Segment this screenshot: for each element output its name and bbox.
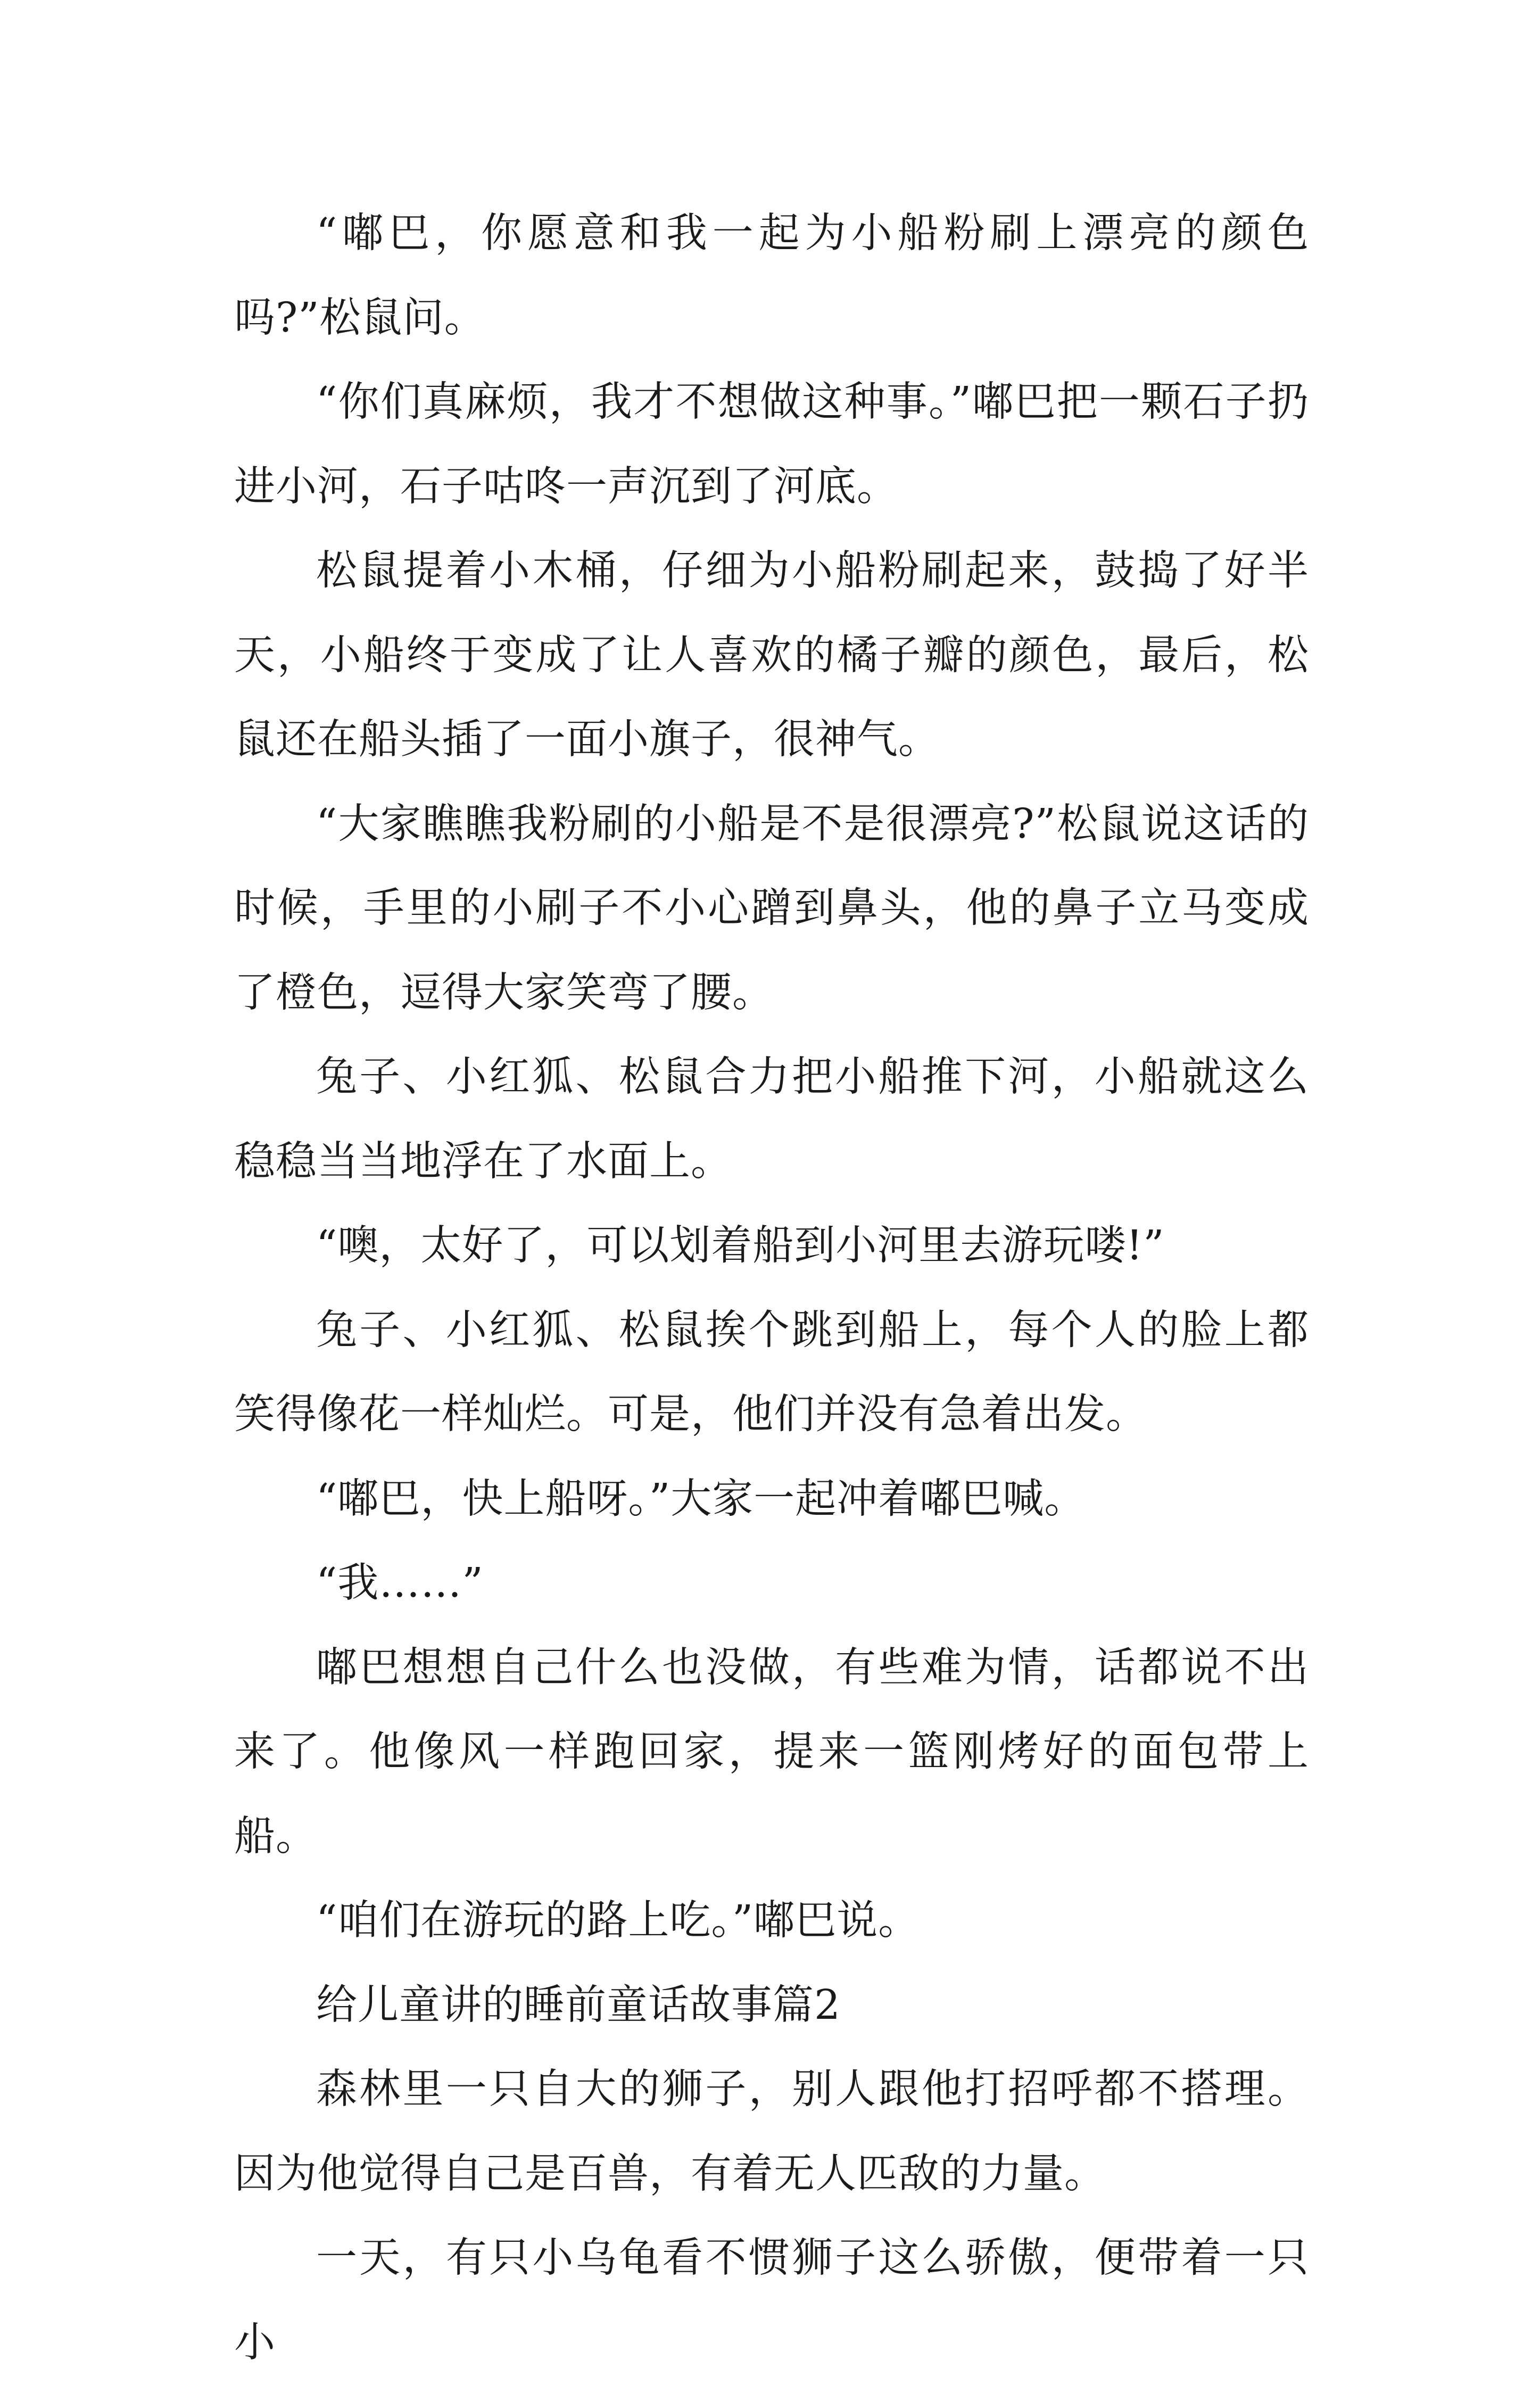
paragraph: “嘟巴，你愿意和我一起为小船粉刷上漂亮的颜色吗?”松鼠问。: [234, 210, 1309, 342]
paragraph: “噢，太好了，可以划着船到小河里去游玩喽!”: [316, 1222, 1165, 1269]
paragraph: 兔子、小红狐、松鼠挨个跳到船上，每个人的脸上都笑得像花一样灿烂。可是，他们并没有急着出发。: [234, 1306, 1309, 1438]
paragraph: “你们真麻烦，我才不想做这种事。”嘟巴把一颗石子扔进小河，石子咕咚一声沉到了河底。: [234, 378, 1309, 510]
paragraph: “我……”: [316, 1559, 484, 1607]
paragraph: 兔子、小红狐、松鼠合力把小船推下河，小船就这么稳稳当当地浮在了水面上。: [234, 1053, 1309, 1185]
document-body: [234, 192, 1309, 2385]
paragraph: 松鼠提着小木桶，仔细为小船粉刷起来，鼓捣了好半天，小船终于变成了让人喜欢的橘子瓣的颜色，最后，松鼠还在船头插了一面小旗子，很神气。: [234, 547, 1309, 763]
paragraph: 嘟巴想想自己什么也没做，有些难为情，话都说不出来了。他像风一样跑回家，提来一篮刚烤好的面包带上船。: [234, 1644, 1309, 1860]
paragraph: 森林里一只自大的狮子，别人跟他打招呼都不搭理。因为他觉得自己是百兽，有着无人匹敌的力量。: [234, 2066, 1309, 2198]
paragraph: “嘟巴，快上船呀。”大家一起冲着嘟巴喊。: [316, 1475, 1086, 1523]
section-heading: 给儿童讲的睡前童话故事篇2: [316, 1981, 841, 2029]
paragraph: 一天，有只小乌龟看不惯狮子这么骄傲，便带着一只小: [234, 2234, 1309, 2366]
paragraph: “咱们在游玩的路上吃。”嘟巴说。: [316, 1897, 920, 1944]
paragraph: “大家瞧瞧我粉刷的小船是不是很漂亮?”松鼠说这话的时候，手里的小刷子不小心蹭到鼻头，他的鼻子立马变成了橙色，逗得大家笑弯了腰。: [234, 800, 1309, 1017]
